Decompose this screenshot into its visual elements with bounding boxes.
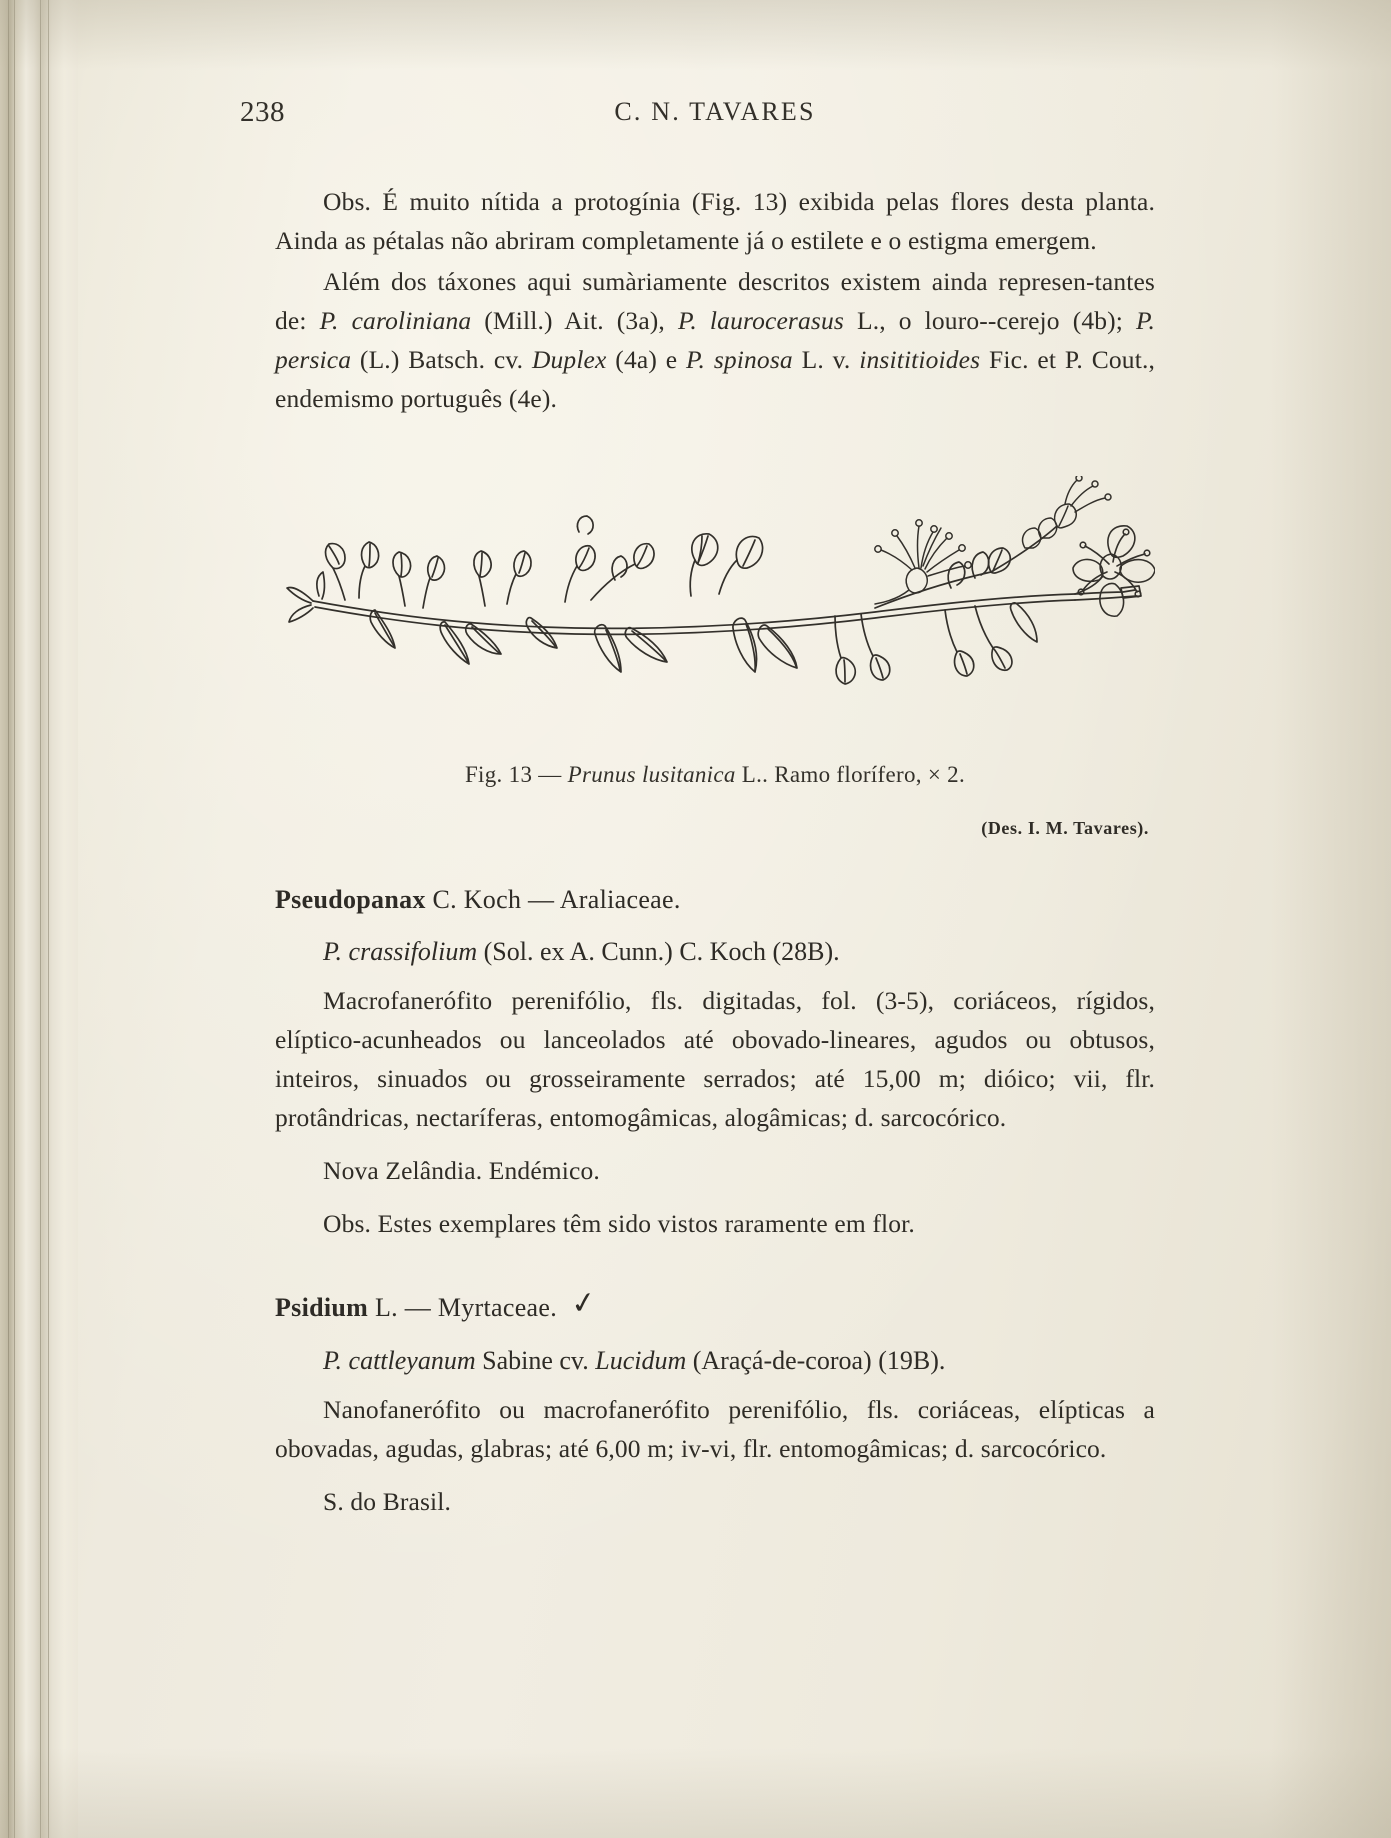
genus-heading-pseudopanax xyxy=(275,885,1155,915)
species-author-crassifolium: (Sol. ex A. Cunn.) C. Koch (28B). xyxy=(477,937,840,966)
gutter-line-4 xyxy=(48,0,49,1838)
species-author-cattleyanum: Sabine cv. xyxy=(475,1346,596,1375)
page-content xyxy=(240,96,1155,1521)
description-cattleyanum: Nanofanerófito ou macrofanerófito perenifólio, fls. coriáceas, elípticas a obovadas, agudas, glabras; até 6,00 m; iv-vi, flr. entomogâmicas; d. sarcocórico. xyxy=(275,1395,1155,1463)
taxon-laurocerasus: P. laurocerasus xyxy=(677,306,844,335)
prunus-lusitanica-branch-drawing xyxy=(275,476,1155,756)
taxon-insititioides: insititioides xyxy=(859,345,981,374)
taxon-laurocerasus-rest: L., o louro--cerejo (4b); xyxy=(843,306,1137,335)
page-header xyxy=(240,96,1155,136)
caption-prefix: Fig. 13 — xyxy=(464,762,568,787)
species-name-cattleyanum: P. cattleyanum xyxy=(323,1346,476,1375)
top-shadow xyxy=(0,0,1391,70)
distribution-cattleyanum: S. do Brasil. xyxy=(323,1487,452,1516)
caption-magnification: × 2. xyxy=(927,762,966,787)
genus-name-psidium: Psidium xyxy=(275,1293,369,1322)
figure-caption xyxy=(275,762,1155,788)
description-crassifolium: Macrofanerófito perenifólio, fls. digitadas, fol. (3-5), coriáceos, rígidos, elíptico-acunheados ou lanceolados até obovado-lineares, agudos ou obtusos, inteiros, sinuados ou grosseiramente serrados; até 15,00 m; dióico; vii, flr. protândricas, nectaríferas, entomogâmicas, alogâmicas; d. sarcocórico. xyxy=(275,986,1155,1132)
running-title: C. N. TAVARES xyxy=(614,97,816,126)
species-heading-cattleyanum xyxy=(275,1346,1155,1376)
genus-name-pseudopanax: Pseudopanax xyxy=(275,885,426,914)
taxon-persica: P. persica xyxy=(275,306,1155,374)
species-heading-crassifolium xyxy=(275,937,1155,967)
species-name-crassifolium: P. crassifolium xyxy=(323,937,478,966)
paragraph-other-taxa xyxy=(275,262,1155,418)
taxon-caroliniana: P. caroliniana xyxy=(319,306,472,335)
distribution-crassifolium: Nova Zelândia. Endémico. xyxy=(323,1156,600,1185)
taxon-caroliniana-rest: (Mill.) Ait. (3a), xyxy=(471,306,678,335)
gutter-line-2 xyxy=(14,0,15,1838)
obs-crassifolium: Obs. Estes exemplares têm sido vistos raramente em flor. xyxy=(323,1209,915,1238)
paragraph-obs-protoginia: Obs. É muito nítida a protogínia (Fig. 13) exibida pelas flores desta planta. Ainda as pétalas não abriram completamente já o estilete e o estigma emergem. xyxy=(275,187,1155,255)
genus-author-family-psidium: L. — Myrtaceae. xyxy=(368,1293,558,1322)
caption-species: Prunus lusitanica xyxy=(567,762,736,787)
caption-suffix: L.. Ramo florífero, xyxy=(735,762,928,787)
taxon-persica-rest: (L.) Batsch. cv. xyxy=(351,345,532,374)
taxa-lead: Além dos táxones aqui sumàriamente descritos existem ainda represen-tantes de: xyxy=(275,267,1155,335)
genus-author-family-pseudopanax: C. Koch — Araliaceae. xyxy=(425,885,681,914)
book-gutter xyxy=(0,0,78,1838)
taxon-spinosa-rest: L. v. xyxy=(792,345,860,374)
species-common-name-cattleyanum: (Araçá-de-coroa) (19B). xyxy=(686,1346,946,1375)
page-number: 238 xyxy=(240,96,285,128)
figure-credit: (Des. I. M. Tavares). xyxy=(981,818,1149,838)
gutter-line-3 xyxy=(40,0,41,1838)
gutter-line-1 xyxy=(8,0,9,1838)
figure-13 xyxy=(275,476,1155,787)
taxon-duplex-rest: (4a) e xyxy=(606,345,687,374)
taxon-duplex: Duplex xyxy=(531,345,607,374)
handwritten-check-mark: ✓ xyxy=(568,1285,599,1322)
genus-heading-psidium xyxy=(275,1285,1155,1324)
cultivar-lucidum: Lucidum xyxy=(595,1346,687,1375)
taxon-insititioides-rest: Fic. et P. Cout., endemismo português (4e). xyxy=(275,345,1155,413)
right-edge-shadow xyxy=(1271,0,1391,1838)
taxon-spinosa: P. spinosa xyxy=(686,345,793,374)
bottom-shadow xyxy=(0,1748,1391,1838)
